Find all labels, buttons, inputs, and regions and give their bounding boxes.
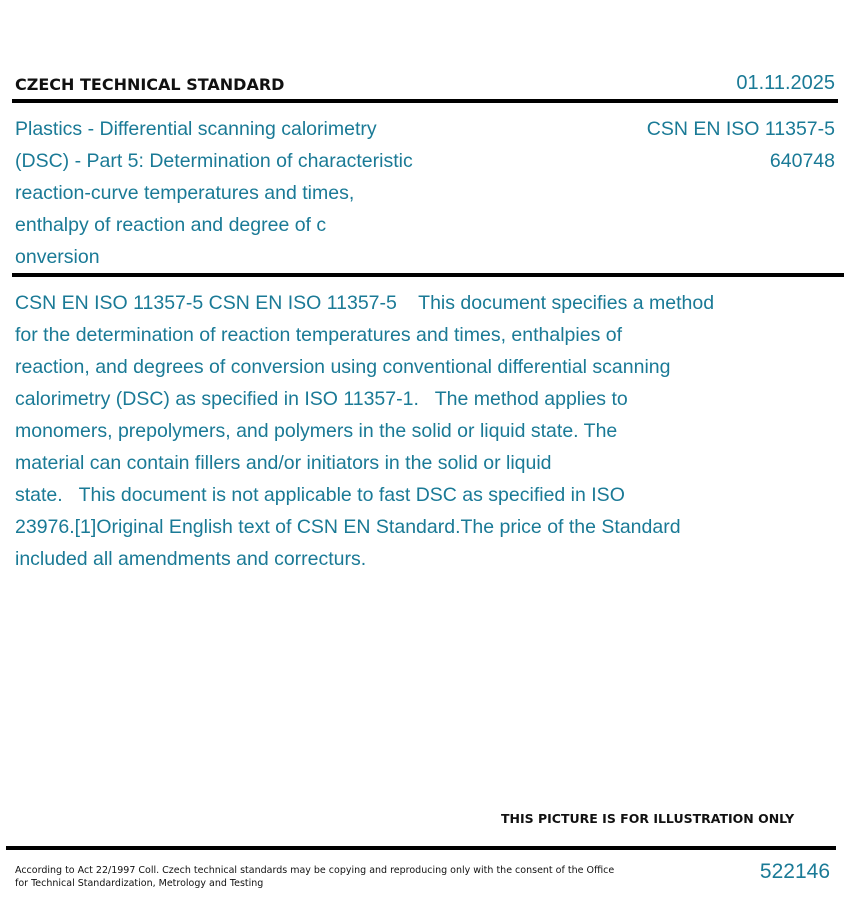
description-line: calorimetry (DSC) as specified in ISO 11357-1. The method applies to [15,388,628,410]
standard-title-line: reaction-curve temperatures and times, [15,182,355,204]
standard-type-heading: CZECH TECHNICAL STANDARD [15,75,285,94]
description-line: material can contain fillers and/or initiators in the solid or liquid [15,452,552,474]
standard-title [15,113,465,273]
standard-title-line: enthalpy of reaction and degree of c [15,214,327,236]
standard-code: CSN EN ISO 11357-5 [646,118,835,140]
description-line: included all amendments and correcturs. [15,548,367,570]
description-line: reaction, and degrees of conversion using conventional differential scanning [15,356,671,378]
legal-notice-line: for Technical Standardization, Metrology and Testing [15,878,264,889]
issue-date: 01.11.2025 [736,72,835,94]
catalog-number: 640748 [769,150,835,172]
standard-title-line: (DSC) - Part 5: Determination of characteristic [15,150,413,172]
standard-title-line: onversion [15,246,100,268]
description-line: monomers, prepolymers, and polymers in the solid or liquid state. The [15,420,618,442]
document-number: 522146 [759,860,830,883]
legal-notice-line: According to Act 22/1997 Coll. Czech technical standards may be copying and reproducing only with the consent of the Office [15,865,615,876]
standard-identifiers [647,113,835,177]
illustration-note: THIS PICTURE IS FOR ILLUSTRATION ONLY [501,811,795,826]
standard-description [15,287,815,575]
header-rule [12,99,838,103]
description-line: state. This document is not applicable to fast DSC as specified in ISO [15,484,625,506]
description-line: 23976.[1]Original English text of CSN EN Standard.The price of the Standard [15,516,681,538]
description-line: for the determination of reaction temperatures and times, enthalpies of [15,324,623,346]
legal-notice [15,864,615,890]
standard-title-line: Plastics - Differential scanning calorimetry [15,118,377,140]
title-rule [12,273,844,277]
description-line: CSN EN ISO 11357-5 CSN EN ISO 11357-5 This document specifies a method [15,292,715,314]
footer-rule [6,846,836,850]
